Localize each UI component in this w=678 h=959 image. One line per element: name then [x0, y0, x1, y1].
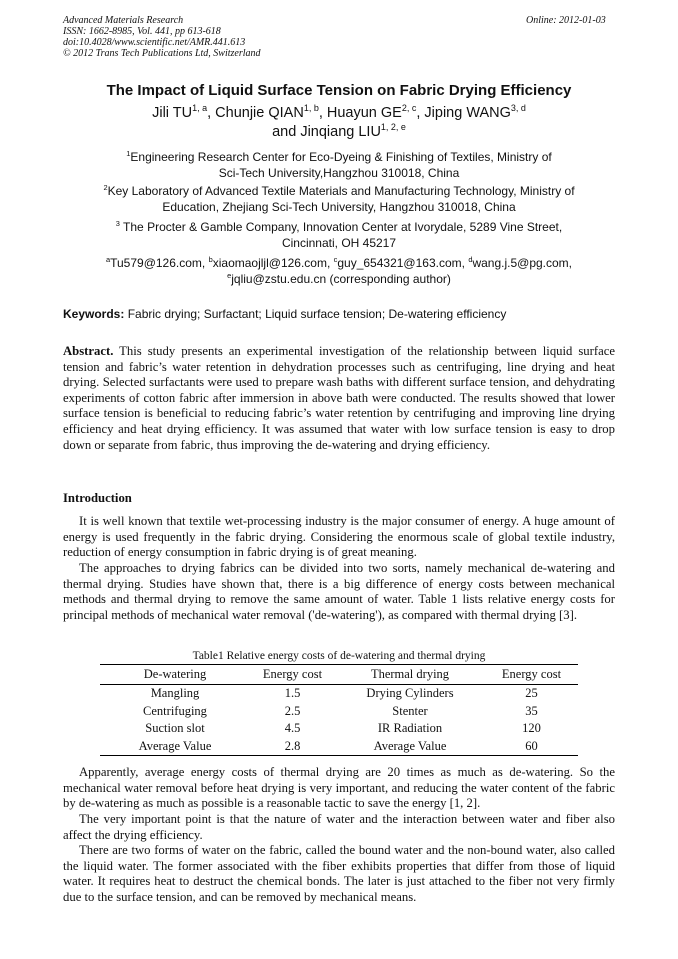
author-separator: , — [207, 105, 216, 121]
author-line-1 — [40, 104, 638, 123]
affiliation-text: Sci-Tech University,Hangzhou 310018, China — [218, 166, 460, 180]
table-cell: Centrifuging — [143, 703, 207, 718]
email-sup: a — [105, 255, 111, 264]
journal-issn: ISSN: 1662-8985, Vol. 441, pp 613-618 — [63, 26, 221, 37]
section-heading-introduction: Introduction — [63, 491, 132, 505]
email-address[interactable]: Tu579@126.com, — [110, 256, 209, 270]
table-cell: Suction slot — [145, 721, 205, 736]
table-header-cell: Energy cost — [250, 665, 335, 685]
author-line-2 — [40, 123, 638, 142]
paper-title: The Impact of Liquid Surface Tension on Fabric Drying Efficiency — [106, 82, 572, 99]
table-cell: 4.5 — [284, 721, 301, 736]
author-separator: , — [416, 105, 425, 121]
table-cell: 60 — [485, 738, 578, 756]
keywords — [63, 307, 615, 321]
table-cell: Mangling — [150, 686, 200, 701]
affiliation-text: The Procter & Gamble Company, Innovation Center at Ivorydale, 5289 Vine Street, — [119, 220, 563, 234]
intro-paragraph-2: The approaches to drying fabrics can be divided into two sorts, namely mechanical de-watering and thermal drying. Studies have shown that, there is a big difference of energy costs between mechanical methods and thermal drying to remove the same amount of water. Table 1 lists relative energy costs for principal methods of mechanical water removal ('de-watering'), as compared with thermal drying [3]. — [63, 561, 615, 622]
journal-copyright: © 2012 Trans Tech Publications Ltd, Switzerland — [63, 48, 261, 59]
intro-paragraph-5: There are two forms of water on the fabric, called the bound water and the non-bound water, also called the liquid water. The former associated with the fiber exhibits properties that differ from those of liquid water. It requires heat to destruct the chemical bonds. The later is just attached to the fiber not very firmly due to the surface tension, and can be removed by mechanical means. — [63, 843, 615, 904]
table-cell: 120 — [522, 721, 541, 736]
table-cell: Drying Cylinders — [366, 686, 454, 701]
table-cell: 2.5 — [284, 703, 301, 718]
email-sup: e — [227, 271, 232, 280]
author-sup: 1, b — [303, 103, 319, 114]
keywords-label: Keywords: — [63, 307, 125, 321]
author-and: and — [272, 124, 301, 140]
email-address[interactable]: xiaomaojljl@126.com, — [212, 256, 334, 270]
table-row — [100, 738, 578, 756]
author-name: Jiping WANG — [424, 105, 511, 121]
table-cell: 35 — [525, 703, 538, 718]
table-cell: Average Value — [100, 738, 250, 756]
affiliation-1 — [60, 149, 618, 181]
author-name: Huayun GE — [326, 105, 402, 121]
email-sup: d — [468, 255, 473, 264]
intro-paragraph-1: It is well known that textile wet-processing industry is the major consumer of energy. A huge amount of energy is used frequently in the fabric drying. Considering the enormous scale of global textile industry, reduction of energy consumption in fabric drying is of great meaning. — [63, 514, 615, 560]
table-row — [100, 685, 578, 703]
table-header-row — [100, 665, 578, 685]
journal-name: Advanced Materials Research — [63, 15, 184, 26]
table-cell: IR Radiation — [377, 721, 443, 736]
email-sup: c — [333, 255, 338, 264]
affiliation-text: Education, Zhejiang Sci-Tech University, Hangzhou 310018, China — [162, 200, 516, 214]
email-list — [60, 255, 618, 287]
author-name: Jinqiang LIU — [300, 124, 381, 140]
intro-paragraph-3: Apparently, average energy costs of thermal drying are 20 times as much as de-watering. So the mechanical water removal before heat drying is very important, and reducing the water content of the fabric by de-watering as much as possible is a reasonable tactic to save the energy [1, 2]. — [63, 765, 615, 811]
affiliation-2 — [60, 183, 618, 215]
affiliation-sup: 1 — [126, 149, 131, 158]
abstract — [63, 344, 615, 453]
table-header-cell: De-watering — [100, 665, 250, 685]
table-cell: 25 — [525, 686, 538, 701]
author-separator: , — [318, 105, 327, 121]
author-name: Jili TU — [152, 105, 193, 121]
author-sup: 2, c — [401, 103, 417, 114]
email-address[interactable]: wang.j.5@pg.com, — [472, 256, 573, 270]
affiliation-text: Key Laboratory of Advanced Textile Materials and Manufacturing Technology, Ministry of — [107, 184, 575, 198]
affiliation-sup: 2 — [103, 183, 108, 192]
abstract-text: This study presents an experimental investigation of the relationship between liquid surface tension and fabric’s water retention in dehydration processes such as centrifuging, line drying and heat drying. Selected surfactants were used to prepare wash baths with different surface tension, and dehydrating experiments of cotton fabric after immersion in above bath were conducted. The results showed that lower surface tension is beneficial to reducing fabric’s water retention by centrifuging and improving line drying efficiency and heat drying efficiency. It was assumed that water with low surface tension is easy to drop down or separate from fabric, thus improving the de-watering and drying efficiency. — [63, 344, 615, 452]
affiliation-sup: 3 — [115, 219, 120, 228]
affiliation-text: Cincinnati, OH 45217 — [281, 236, 397, 250]
energy-cost-table — [100, 664, 578, 756]
author-sup: 1, 2, e — [380, 122, 406, 133]
journal-header — [63, 15, 261, 59]
table-cell: 2.8 — [250, 738, 335, 756]
online-date: Online: 2012-01-03 — [526, 15, 606, 26]
table-row — [100, 720, 578, 738]
abstract-label: Abstract. — [63, 344, 114, 358]
table-caption: Table1 Relative energy costs of de-watering and thermal drying — [192, 650, 486, 662]
table-cell: Stenter — [392, 703, 428, 718]
email-sup: b — [208, 255, 213, 264]
table-header-cell: Energy cost — [485, 665, 578, 685]
author-name: Chunjie QIAN — [215, 105, 304, 121]
author-list — [40, 104, 638, 142]
author-sup: 3, d — [510, 103, 526, 114]
table-cell: 1.5 — [284, 686, 301, 701]
email-address[interactable]: jqliu@zstu.edu.cn (corresponding author) — [231, 272, 451, 286]
journal-doi: doi:10.4028/www.scientific.net/AMR.441.613 — [63, 37, 246, 48]
affiliation-text: Engineering Research Center for Eco-Dyeing & Finishing of Textiles, Ministry of — [130, 150, 552, 164]
table-row — [100, 703, 578, 721]
author-sup: 1, a — [192, 103, 208, 114]
table-header-cell: Thermal drying — [335, 665, 485, 685]
table-cell: Average Value — [335, 738, 485, 756]
email-address[interactable]: guy_654321@163.com, — [337, 256, 469, 270]
keywords-text: Fabric drying; Surfactant; Liquid surface tension; De-watering efficiency — [124, 307, 507, 321]
affiliation-3 — [60, 219, 618, 251]
intro-paragraph-4: The very important point is that the nature of water and the interaction between water and fiber also affect the drying efficiency. — [63, 812, 615, 842]
